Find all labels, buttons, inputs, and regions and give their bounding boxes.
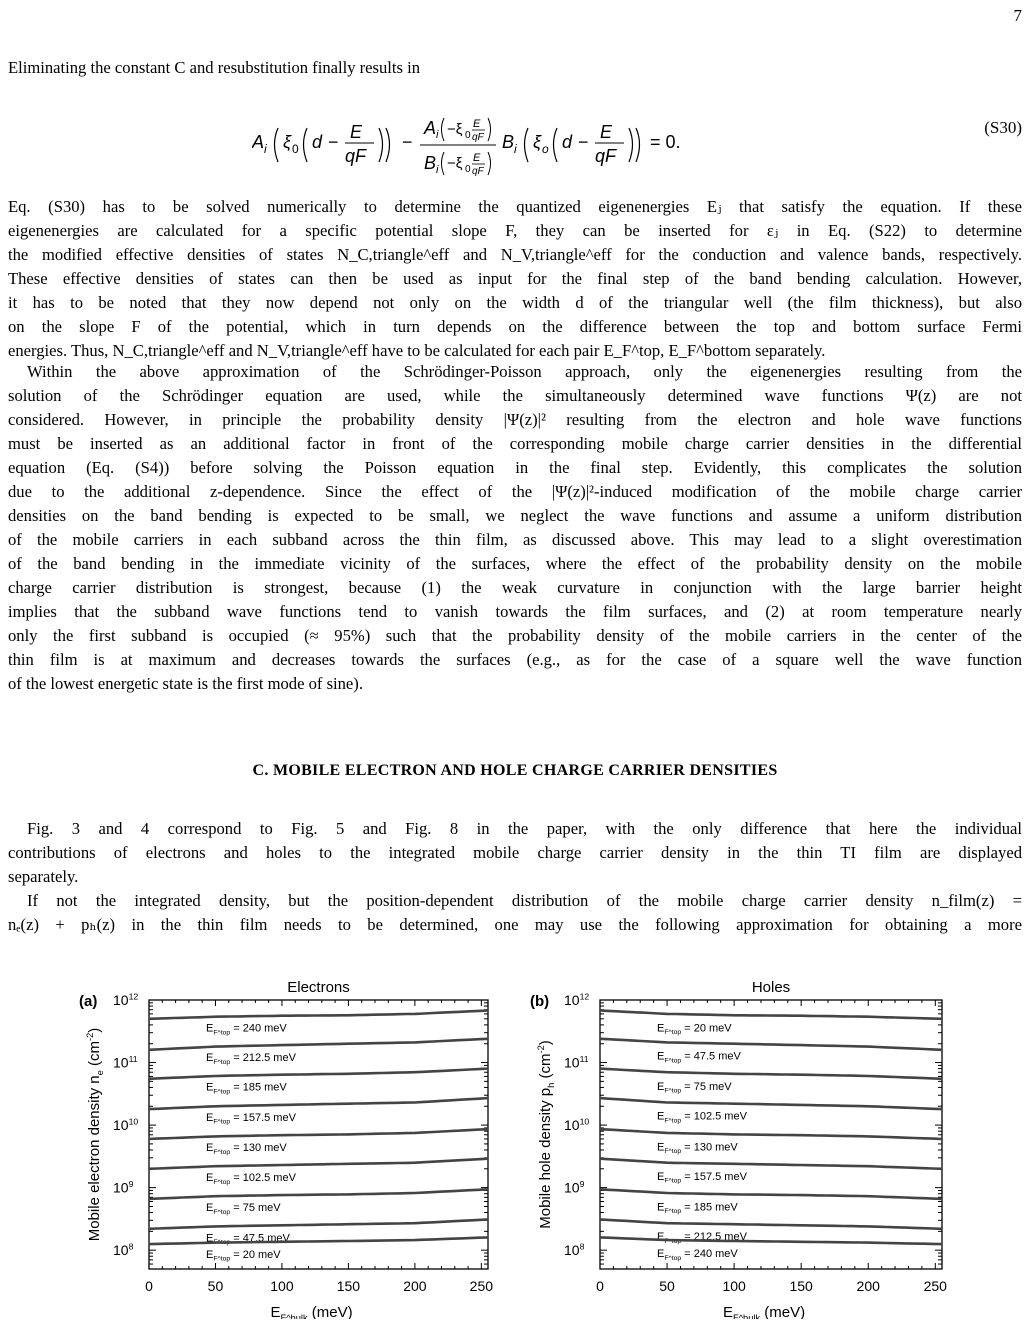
page-number: 7	[1013, 6, 1022, 25]
series-line	[149, 1039, 488, 1050]
series-line	[149, 1189, 488, 1199]
x-tick-label: 100	[722, 1278, 746, 1294]
series-label: $E_{F\^{}top} = 75$ meV	[206, 1202, 281, 1216]
svg-text:E: E	[600, 122, 613, 142]
svg-text:qF: qF	[472, 166, 484, 177]
svg-text:i: i	[264, 142, 267, 156]
text-line: separately.	[8, 867, 79, 886]
svg-text:−: −	[578, 132, 589, 152]
svg-text:qF: qF	[595, 146, 617, 166]
series-label: $E_{F\^{}top} = 102.5$ meV	[657, 1110, 747, 1125]
text-line: of the band bending in the immediate vicinity of the surfaces, where the effect of the probability density on the mobile	[8, 554, 1022, 573]
svg-text:i: i	[514, 142, 517, 156]
x-tick-label: 250	[469, 1278, 494, 1294]
svg-text:B: B	[424, 153, 437, 173]
series-label: $E_{F\^{}top} = 212.5$ meV	[657, 1231, 747, 1245]
text-line: due to the additional z-dependence. Since the effect of the |Ψ(z)|²-induced modification of the mobile charge carrier	[8, 482, 1022, 501]
text-line: contributions of electrons and holes to the integrated mobile charge carrier density in the thin TI film are displayed	[8, 843, 1022, 862]
x-axis-label: $E_{F\^{}bulk}$ (meV)	[723, 1304, 806, 1319]
svg-text:E: E	[350, 122, 363, 142]
series-line	[149, 1069, 488, 1079]
panel-label: (b)	[530, 993, 550, 1010]
text-line: only the first subband is occupied (≈ 95%) such that the probability density of the mobile carriers in the center of the	[8, 626, 1022, 645]
svg-text:0: 0	[465, 164, 471, 175]
series-label: $E_{F\^{}top} = 102.5$ meV	[206, 1172, 296, 1186]
y-tick-label: $10^9$	[564, 1179, 585, 1196]
svg-text:i: i	[436, 164, 439, 176]
svg-text:d: d	[312, 132, 323, 152]
y-tick-label: $10^{11}$	[564, 1053, 589, 1071]
text-line: Within the above approximation of the Schrödinger-Poisson approach, only the eigenenergies resulting from the	[27, 362, 1022, 381]
chart-title: Holes	[751, 979, 791, 996]
y-tick-label: $10^{10}$	[113, 1116, 139, 1134]
y-tick-label: $10^{12}$	[113, 991, 139, 1008]
svg-text:qF: qF	[472, 132, 484, 143]
x-tick-label: 50	[207, 1278, 224, 1294]
paragraph-3	[8, 817, 1022, 889]
text-line: nₑ(z) + pₕ(z) in the thin film needs to be determined, one may use the following approximation for obtaining a more	[8, 915, 1022, 934]
svg-text:0: 0	[292, 142, 299, 156]
y-tick-label: $10^8$	[113, 1241, 134, 1259]
text-line: of the lowest energetic state is the first mode of sine).	[8, 674, 363, 693]
text-line: on the slope F of the potential, which in turn depends on the difference between the top and bottom surface Fermi	[8, 317, 1022, 336]
chart-title: Electrons	[287, 979, 350, 996]
svg-text:0: 0	[465, 130, 471, 141]
text-line: considered. However, in principle the probability density |Ψ(z)|² resulting from the electron and hole wave functions	[8, 410, 1022, 429]
svg-text:A: A	[252, 132, 265, 152]
series-line	[600, 1098, 942, 1109]
svg-text:i: i	[436, 129, 439, 141]
text-line: Eq. (S30) has to be solved numerically to determine the quantized eigenenergies Eⱼ that satisfy the equation. If these	[8, 197, 1022, 216]
svg-text:−: −	[402, 132, 413, 152]
y-tick-label: $10^8$	[564, 1241, 585, 1259]
series-label: $E_{F\^{}top} = 75$ meV	[657, 1080, 732, 1095]
svg-text:−ξ: −ξ	[447, 121, 463, 138]
svg-text:ξ: ξ	[283, 132, 292, 152]
svg-text:qF: qF	[345, 146, 367, 166]
series-line	[600, 1189, 942, 1199]
text-line: the modified effective densities of states N_C,triangle^eff and N_V,triangle^eff for the conduction and valence bands, respectively.	[8, 245, 1022, 264]
series-label: $E_{F\^{}top} = 130$ meV	[206, 1142, 287, 1156]
series-line	[600, 1237, 942, 1244]
series-line	[149, 1237, 488, 1244]
y-tick-label: $10^{11}$	[113, 1053, 138, 1071]
text-line: of the mobile carriers in each subband across the thin film, as discussed above. This may lead to a slight overestimation	[8, 530, 1022, 549]
x-tick-label: 50	[659, 1278, 675, 1294]
y-tick-label: $10^{12}$	[564, 991, 590, 1008]
series-line	[600, 1069, 942, 1079]
text-line: charge carrier distribution is strongest, because (1) the weak curvature in conjunction with the large barrier height	[8, 578, 1022, 597]
series-label: $E_{F\^{}top} = 47.5$ meV	[206, 1232, 290, 1247]
text-line: implies that the subband wave functions tend to vanish towards the film surfaces, and (2) at room temperature nearly	[8, 602, 1022, 621]
series-label: $E_{F\^{}top} = 47.5$ meV	[657, 1050, 741, 1065]
y-tick-label: $10^{10}$	[564, 1116, 590, 1134]
text-line: solution of the Schrödinger equation are used, while the simultaneously determined wave functions Ψ(z) are not	[8, 386, 1022, 405]
x-axis-label: $E_{F\^{}bulk}$ (meV)	[270, 1304, 353, 1319]
x-tick-label: 100	[270, 1278, 294, 1294]
svg-text:−ξ: −ξ	[447, 155, 463, 172]
text-line: Fig. 3 and 4 correspond to Fig. 5 and Fig. 8 in the paper, with the only difference that here the individual	[27, 819, 1022, 838]
svg-text:E: E	[473, 152, 481, 164]
paragraph-4	[8, 889, 1022, 937]
intro-paragraph: Eliminating the constant C and resubstitution finally results in	[8, 58, 421, 77]
x-tick-label: 0	[596, 1278, 604, 1294]
text-line: eigenenergies are calculated for a specific potential slope F, they can be inserted for εⱼ in Eq. (S22) to determine	[8, 221, 1022, 240]
series-label: $E_{F\^{}top} = 240$ meV	[206, 1022, 287, 1037]
series-line	[600, 1219, 942, 1228]
svg-text:d: d	[562, 132, 573, 152]
paragraph-1	[8, 195, 1022, 363]
y-axis-label: Mobile electron density $n_e$ $(cm^{-2})$	[85, 1027, 105, 1242]
x-tick-label: 150	[789, 1278, 813, 1294]
series-line	[600, 1039, 942, 1050]
figure-carrier-densities	[0, 970, 1030, 1319]
svg-text:A: A	[424, 118, 437, 138]
svg-text:o: o	[542, 142, 549, 156]
equation-formula	[252, 110, 792, 180]
series-line	[149, 1159, 488, 1169]
text-line: If not the integrated density, but the position-dependent distribution of the mobile charge carrier density n_film(z) =	[27, 891, 1022, 910]
series-label: $E_{F\^{}top} = 20$ meV	[657, 1022, 732, 1037]
series-label: $E_{F\^{}top} = 185$ meV	[657, 1201, 738, 1216]
text-line: thin film is at maximum and decreases towards the surfaces (e.g., as for the case of a square well the wave function	[8, 650, 1022, 669]
text-line: energies. Thus, N_C,triangle^eff and N_V,triangle^eff have to be calculated for each pair E_F^top, E_F^bottom separately.	[8, 341, 826, 360]
section-title: C. MOBILE ELECTRON AND HOLE CHARGE CARRIER DENSITIES	[252, 762, 778, 779]
x-tick-label: 150	[336, 1278, 361, 1294]
y-tick-label: $10^9$	[113, 1179, 134, 1196]
text-line: equation (Eq. (S4)) before solving the Poisson equation in the final step. Evidently, this complicates the solution	[8, 458, 1022, 477]
svg-text:−: −	[328, 132, 339, 152]
series-label: $E_{F\^{}top} = 212.5$ meV	[206, 1052, 296, 1066]
series-label: $E_{F\^{}top} = 130$ meV	[657, 1141, 738, 1156]
x-tick-label: 250	[923, 1278, 947, 1294]
series-line	[149, 1129, 488, 1139]
series-line	[149, 1011, 488, 1019]
series-label: $E_{F\^{}top} = 20$ meV	[206, 1248, 281, 1263]
text-line: it has to be noted that they now depend not only on the width d of the triangular well (the film thickness), but also	[8, 293, 1022, 312]
svg-text:B: B	[502, 132, 515, 152]
text-line: must be inserted as an additional factor in front of the corresponding mobile charge carrier densities in the differential	[8, 434, 1022, 453]
series-line	[600, 1011, 942, 1019]
x-tick-label: 0	[145, 1278, 153, 1294]
series-label: $E_{F\^{}top} = 157.5$ meV	[206, 1111, 296, 1126]
series-line	[600, 1159, 942, 1169]
figure-svg	[0, 970, 1030, 1319]
paragraph-2	[8, 360, 1022, 696]
y-axis-label: Mobile hole density $p_h$ $(cm^{-2})$	[536, 1040, 556, 1229]
series-line	[600, 1129, 942, 1139]
series-label: $E_{F\^{}top} = 157.5$ meV	[657, 1170, 747, 1185]
equation-s30	[0, 100, 1030, 177]
svg-text:E: E	[473, 118, 481, 130]
svg-text:ξ: ξ	[533, 132, 542, 152]
series-label: $E_{F\^{}top} = 240$ meV	[657, 1248, 738, 1262]
text-line: These effective densities of states can then be used as input for the final step of the band bending calculation. However,	[8, 269, 1022, 288]
series-label: $E_{F\^{}top} = 185$ meV	[206, 1081, 287, 1096]
x-tick-label: 200	[403, 1278, 427, 1294]
x-tick-label: 200	[856, 1278, 880, 1294]
svg-text:= 0.: = 0.	[650, 132, 681, 152]
series-line	[149, 1098, 488, 1109]
series-line	[149, 1219, 488, 1228]
text-line: densities on the band bending is expected to be small, we neglect the wave functions and assume a uniform distribution	[8, 506, 1022, 525]
panel-label: (a)	[79, 993, 98, 1010]
equation-number: (S30)	[984, 118, 1022, 137]
